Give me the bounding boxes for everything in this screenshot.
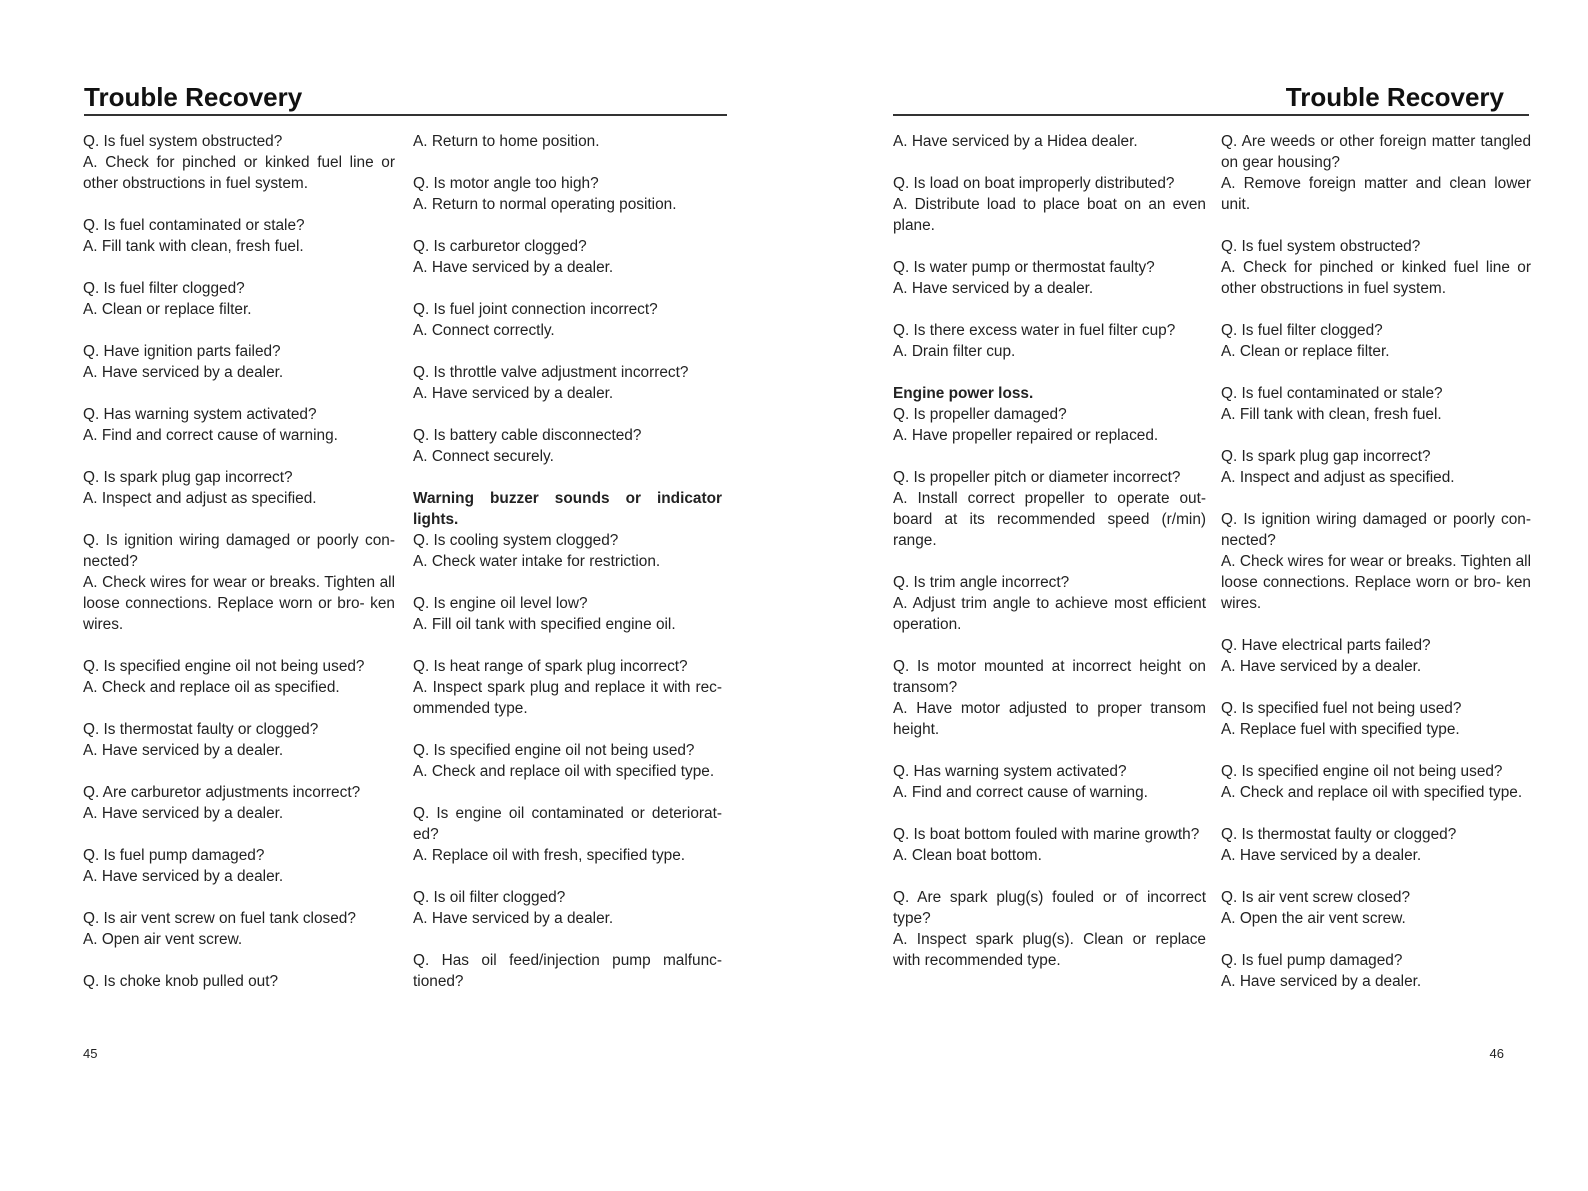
answer-text: A. Have serviced by a dealer. xyxy=(413,259,614,276)
qa-item xyxy=(893,131,1206,152)
question-text: Q. Is fuel system obstructed? xyxy=(1221,238,1421,255)
qa-item xyxy=(893,572,1206,635)
qa-item xyxy=(413,740,722,782)
question-text: Q. Have ignition parts failed? xyxy=(83,343,281,360)
qa-item xyxy=(1221,635,1531,677)
answer-text: A. Have serviced by a dealer. xyxy=(1221,658,1422,675)
question-text: Q. Is specified engine oil not being used? xyxy=(413,742,695,759)
page-title-right: Trouble Recovery xyxy=(1285,82,1504,112)
answer-text: A. Have serviced by a dealer. xyxy=(893,280,1094,297)
question-text: Q. Is trim angle incorrect? xyxy=(893,574,1070,591)
answer-text: A. Check for pinched or kinked fuel line or other obstructions in fuel system. xyxy=(83,154,395,192)
qa-item xyxy=(893,656,1206,740)
qa-item xyxy=(893,383,1206,446)
answer-text: A. Check water intake for restriction. xyxy=(413,553,661,570)
answer-text: A. Fill tank with clean, fresh fuel. xyxy=(83,238,304,255)
answer-text: A. Check for pinched or kinked fuel line or other obstructions in fuel system. xyxy=(1221,259,1531,297)
qa-item xyxy=(83,656,395,698)
answer-text: A. Have serviced by a dealer. xyxy=(1221,973,1422,990)
question-text: Q. Is load on boat improperly distributed? xyxy=(893,175,1175,192)
question-text: Q. Is propeller damaged? xyxy=(893,406,1067,423)
left-page-column-1 xyxy=(83,131,395,1013)
question-text: Q. Are weeds or other foreign matter tangled on gear housing? xyxy=(1221,133,1531,171)
qa-item xyxy=(1221,131,1531,215)
qa-item xyxy=(83,845,395,887)
qa-item xyxy=(1221,698,1531,740)
question-text: Q. Is air vent screw closed? xyxy=(1221,889,1411,906)
question-text: Q. Is specified fuel not being used? xyxy=(1221,700,1462,717)
question-text: Q. Is air vent screw on fuel tank closed? xyxy=(83,910,356,927)
qa-item xyxy=(1221,509,1531,614)
qa-item xyxy=(1221,383,1531,425)
qa-item xyxy=(893,320,1206,362)
question-text: Q. Is fuel contaminated or stale? xyxy=(83,217,305,234)
qa-item xyxy=(83,278,395,320)
question-text: Q. Is motor mounted at incorrect height on transom? xyxy=(893,658,1206,696)
answer-text: A. Replace oil with fresh, specified type. xyxy=(413,847,686,864)
question-text: Q. Is spark plug gap incorrect? xyxy=(83,469,293,486)
qa-item xyxy=(83,341,395,383)
qa-item xyxy=(413,425,722,467)
right-page-column-2 xyxy=(1221,131,1531,1013)
page-title-left: Trouble Recovery xyxy=(84,82,303,112)
answer-text: A. Connect correctly. xyxy=(413,322,555,339)
answer-text: A. Inspect and adjust as specified. xyxy=(83,490,317,507)
qa-item xyxy=(83,131,395,194)
qa-item xyxy=(413,131,722,152)
answer-text: A. Have propeller repaired or replaced. xyxy=(893,427,1159,444)
qa-item xyxy=(83,908,395,950)
answer-text: A. Have serviced by a Hidea dealer. xyxy=(893,133,1138,150)
page-number-right: 46 xyxy=(1489,1046,1504,1061)
answer-text: A. Remove foreign matter and clean lower unit. xyxy=(1221,175,1531,213)
question-text: Q. Is ignition wiring damaged or poorly con- nected? xyxy=(83,532,395,570)
answer-text: A. Have serviced by a dealer. xyxy=(413,910,614,927)
answer-text: A. Fill oil tank with specified engine oil. xyxy=(413,616,676,633)
question-text: Q. Is propeller pitch or diameter incorrect? xyxy=(893,469,1181,486)
question-text: Q. Is choke knob pulled out? xyxy=(83,973,279,990)
right-page-column-1 xyxy=(893,131,1206,992)
answer-text: A. Find and correct cause of warning. xyxy=(893,784,1148,801)
left-page-column-2 xyxy=(413,131,722,1013)
question-text: Q. Is throttle valve adjustment incorrect? xyxy=(413,364,689,381)
qa-item xyxy=(413,950,722,992)
qa-item xyxy=(413,236,722,278)
answer-text: A. Inspect spark plug and replace it with rec- ommended type. xyxy=(413,679,722,717)
qa-item xyxy=(1221,950,1531,992)
qa-item xyxy=(1221,236,1531,299)
qa-item xyxy=(1221,824,1531,866)
question-text: Q. Have electrical parts failed? xyxy=(1221,637,1431,654)
qa-item xyxy=(1221,887,1531,929)
answer-text: A. Have serviced by a dealer. xyxy=(83,364,284,381)
question-text: Q. Is fuel pump damaged? xyxy=(83,847,265,864)
question-text: Q. Is boat bottom fouled with marine growth? xyxy=(893,826,1200,843)
question-text: Q. Is oil filter clogged? xyxy=(413,889,566,906)
question-text: Q. Has warning system activated? xyxy=(893,763,1127,780)
question-text: Q. Are spark plug(s) fouled or of incorrect type? xyxy=(893,889,1206,927)
qa-item xyxy=(83,971,395,992)
question-text: Q. Is water pump or thermostat faulty? xyxy=(893,259,1155,276)
answer-text: A. Fill tank with clean, fresh fuel. xyxy=(1221,406,1442,423)
question-text: Q. Has warning system activated? xyxy=(83,406,317,423)
qa-item xyxy=(83,782,395,824)
question-text: Q. Is specified engine oil not being used? xyxy=(1221,763,1503,780)
answer-text: A. Distribute load to place boat on an even plane. xyxy=(893,196,1206,234)
question-text: Q. Is fuel contaminated or stale? xyxy=(1221,385,1443,402)
qa-item xyxy=(893,173,1206,236)
qa-item xyxy=(1221,446,1531,488)
page-number-left: 45 xyxy=(83,1046,98,1061)
qa-item xyxy=(413,656,722,719)
qa-item xyxy=(83,719,395,761)
answer-text: A. Clean or replace filter. xyxy=(1221,343,1390,360)
answer-text: A. Check and replace oil with specified type. xyxy=(1221,784,1523,801)
question-text: Q. Is motor angle too high? xyxy=(413,175,599,192)
answer-text: A. Check and replace oil as specified. xyxy=(83,679,340,696)
answer-text: A. Have serviced by a dealer. xyxy=(413,385,614,402)
qa-item xyxy=(893,761,1206,803)
answer-text: A. Connect securely. xyxy=(413,448,554,465)
answer-text: A. Have serviced by a dealer. xyxy=(83,868,284,885)
qa-item xyxy=(893,467,1206,551)
section-heading: Engine power loss. xyxy=(893,385,1034,402)
question-text: Q. Is fuel joint connection incorrect? xyxy=(413,301,658,318)
qa-item xyxy=(1221,761,1531,803)
question-text: Q. Is fuel pump damaged? xyxy=(1221,952,1403,969)
answer-text: A. Have motor adjusted to proper transom height. xyxy=(893,700,1206,738)
section-heading: Warning buzzer sounds or indicator lights. xyxy=(413,490,722,528)
qa-item xyxy=(413,887,722,929)
answer-text: A. Open the air vent screw. xyxy=(1221,910,1406,927)
answer-text: A. Clean boat bottom. xyxy=(893,847,1042,864)
qa-item xyxy=(83,467,395,509)
answer-text: A. Inspect spark plug(s). Clean or replace with recommended type. xyxy=(893,931,1206,969)
answer-text: A. Drain filter cup. xyxy=(893,343,1016,360)
question-text: Q. Is fuel filter clogged? xyxy=(1221,322,1383,339)
question-text: Q. Is thermostat faulty or clogged? xyxy=(83,721,319,738)
qa-item xyxy=(413,803,722,866)
answer-text: A. Clean or replace filter. xyxy=(83,301,252,318)
qa-item xyxy=(1221,320,1531,362)
question-text: Q. Is fuel system obstructed? xyxy=(83,133,283,150)
question-text: Q. Is battery cable disconnected? xyxy=(413,427,642,444)
question-text: Q. Is spark plug gap incorrect? xyxy=(1221,448,1431,465)
qa-item xyxy=(893,887,1206,971)
question-text: Q. Has oil feed/injection pump malfunc- tioned? xyxy=(413,952,722,990)
question-text: Q. Are carburetor adjustments incorrect? xyxy=(83,784,361,801)
answer-text: A. Have serviced by a dealer. xyxy=(1221,847,1422,864)
answer-text: A. Check wires for wear or breaks. Tighten all loose connections. Replace worn or bro- ken wires. xyxy=(1221,553,1531,612)
qa-item xyxy=(413,488,722,572)
title-underline-right xyxy=(893,114,1529,116)
title-underline-left xyxy=(84,114,727,116)
question-text: Q. Is thermostat faulty or clogged? xyxy=(1221,826,1457,843)
question-text: Q. Is engine oil contaminated or deteriorat- ed? xyxy=(413,805,722,843)
question-text: Q. Is specified engine oil not being used? xyxy=(83,658,365,675)
question-text: Q. Is engine oil level low? xyxy=(413,595,588,612)
answer-text: A. Find and correct cause of warning. xyxy=(83,427,338,444)
question-text: Q. Is ignition wiring damaged or poorly con- nected? xyxy=(1221,511,1531,549)
qa-item xyxy=(413,362,722,404)
qa-item xyxy=(413,173,722,215)
qa-item xyxy=(413,593,722,635)
qa-item xyxy=(83,215,395,257)
answer-text: A. Adjust trim angle to achieve most efficient operation. xyxy=(893,595,1206,633)
qa-item xyxy=(413,299,722,341)
question-text: Q. Is carburetor clogged? xyxy=(413,238,587,255)
answer-text: A. Return to home position. xyxy=(413,133,600,150)
qa-item xyxy=(893,257,1206,299)
answer-text: A. Check wires for wear or breaks. Tighten all loose connections. Replace worn or bro- ken wires. xyxy=(83,574,395,633)
qa-item xyxy=(83,404,395,446)
answer-text: A. Check and replace oil with specified type. xyxy=(413,763,715,780)
qa-item xyxy=(83,530,395,635)
answer-text: A. Replace fuel with specified type. xyxy=(1221,721,1460,738)
question-text: Q. Is cooling system clogged? xyxy=(413,532,619,549)
answer-text: A. Return to normal operating position. xyxy=(413,196,677,213)
question-text: Q. Is fuel filter clogged? xyxy=(83,280,245,297)
answer-text: A. Have serviced by a dealer. xyxy=(83,805,284,822)
answer-text: A. Open air vent screw. xyxy=(83,931,243,948)
question-text: Q. Is there excess water in fuel filter cup? xyxy=(893,322,1176,339)
qa-item xyxy=(893,824,1206,866)
answer-text: A. Inspect and adjust as specified. xyxy=(1221,469,1455,486)
question-text: Q. Is heat range of spark plug incorrect? xyxy=(413,658,688,675)
answer-text: A. Have serviced by a dealer. xyxy=(83,742,284,759)
answer-text: A. Install correct propeller to operate out- board at its recommended speed (r/min) range. xyxy=(893,490,1206,549)
